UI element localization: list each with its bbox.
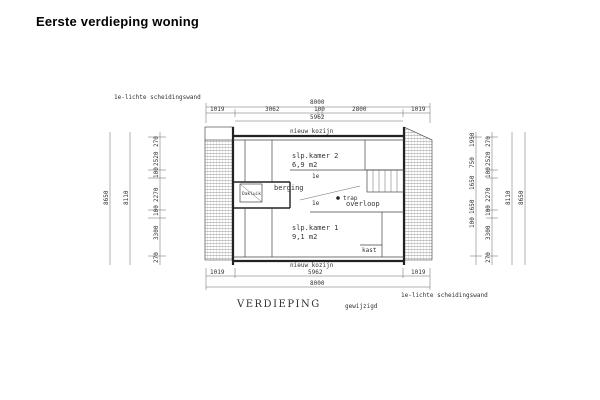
dim-left-mid: 8110	[123, 190, 130, 205]
page-title: Eerste verdieping woning	[36, 14, 199, 29]
dim-left-6: 3300	[153, 225, 160, 240]
dim-right-b5: 100	[469, 217, 476, 228]
ventilation-point	[336, 196, 340, 200]
dim-bottom-part-2: 5962	[308, 269, 323, 276]
room-slp1-name: slp.kamer 1	[292, 224, 339, 232]
dim-left-outer: 8650	[103, 190, 110, 205]
dim-right-6: 3300	[485, 225, 492, 240]
dim-right-b3: 1650	[469, 175, 476, 190]
note-partition-top: 1e-lichte scheidingswand	[114, 94, 201, 101]
bottom-dimensions	[206, 268, 430, 290]
mark-1e-a: 1e	[312, 173, 320, 180]
dim-right-5: 100	[485, 205, 492, 216]
drawing-subtitle: gewijzigd	[345, 303, 378, 310]
stair-note: trap	[343, 195, 358, 202]
left-dimensions	[103, 132, 166, 265]
right-dimensions	[469, 132, 525, 265]
dim-top-part-1: 1019	[210, 106, 225, 113]
roof-slopes	[205, 127, 432, 260]
dim-left-5: 100	[153, 205, 160, 216]
dim-right-b4: 1650	[469, 199, 476, 214]
dim-bottom-total: 8000	[310, 280, 325, 287]
room-slp1-area: 9,1 m2	[292, 233, 318, 241]
dim-top-inner: 5962	[310, 114, 325, 121]
room-slp2-area: 6,9 m2	[292, 161, 318, 169]
dim-right-1: 270	[485, 136, 492, 147]
dim-left-2: 2520	[153, 151, 160, 166]
drawing-title: VERDIEPING	[237, 299, 321, 310]
frame-label-bottom: nieuw kozijn	[290, 262, 334, 269]
dim-top-part-2: 3062	[265, 106, 280, 113]
dim-top-part-3: 100	[314, 106, 325, 113]
dim-right-7: 270	[485, 252, 492, 263]
dim-top-part-4: 2800	[352, 106, 367, 113]
dim-right-b2: 750	[469, 157, 476, 168]
mark-1e-b: 1e	[312, 200, 320, 207]
room-overloop: overloop	[346, 200, 380, 208]
dim-right-mid: 8110	[505, 190, 512, 205]
dim-top-part-5: 1019	[411, 106, 426, 113]
dim-left-3: 100	[153, 167, 160, 178]
dim-right-outer: 8650	[518, 190, 525, 205]
dim-left-1: 270	[153, 136, 160, 147]
dim-top-total: 8000	[310, 99, 325, 106]
dim-right-3: 100	[485, 167, 492, 178]
dim-bottom-part-3: 1019	[411, 269, 426, 276]
dim-bottom-part-1: 1019	[210, 269, 225, 276]
room-berging: berging	[274, 184, 304, 192]
dim-left-4: 2270	[153, 187, 160, 202]
top-dimensions	[206, 99, 430, 123]
frame-label-top: nieuw kozijn	[290, 128, 334, 135]
room-slp2-name: slp.kamer 2	[292, 152, 339, 160]
note-partition-bottom: 1e-lichte scheidingswand	[401, 292, 488, 299]
dim-right-2: 2520	[485, 151, 492, 166]
dim-right-b1: 1950	[469, 132, 476, 147]
dim-left-7: 270	[153, 252, 160, 263]
dim-right-4: 2270	[485, 187, 492, 202]
roof-hatch-label: Dakluik	[242, 192, 261, 197]
room-kast: kast	[362, 247, 377, 254]
